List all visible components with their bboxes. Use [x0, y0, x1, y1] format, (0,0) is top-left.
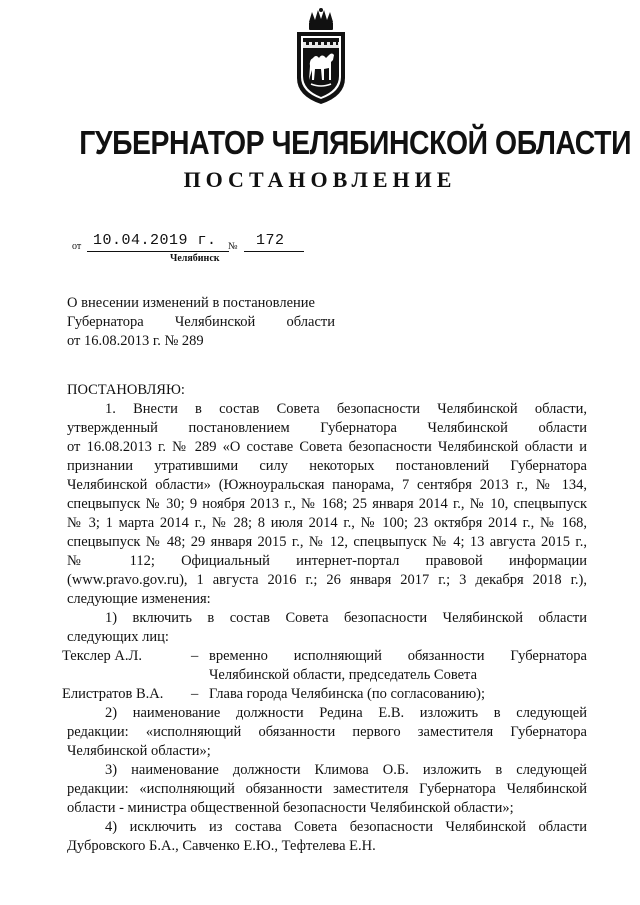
person-entry: [62, 685, 587, 704]
body-line: следующие изменения:: [67, 591, 211, 607]
person-name: Елистратов В.А.: [62, 686, 164, 702]
body-line: 4) исключить из состава Совета безопасности Челябинской области: [105, 819, 587, 835]
person-name: Текслер А.Л.: [62, 648, 142, 664]
body-line: 2) наименование должности Редина Е.В. изложить в следующей: [105, 705, 587, 721]
person-description: Челябинской области, председатель Совета: [209, 667, 478, 683]
person-description: Глава города Челябинска (по согласованию);: [209, 686, 486, 702]
number-underline: [244, 251, 304, 252]
body-line: № 112; Официальный интернет-портал правовой информации: [67, 553, 587, 569]
body-line: Челябинской области»;: [67, 743, 211, 759]
coat-of-arms-icon: [289, 8, 353, 108]
body-line: № 3; 1 марта 2014 г., № 28; 8 июля 2014 г., № 100; 23 октября 2014 г., № 168,: [67, 515, 587, 531]
body-line: признании утратившими силу некоторых постановлений Губернатора: [67, 458, 587, 474]
subject-line: Губернатора Челябинской области: [67, 314, 335, 330]
body-line: 1) включить в состав Совета безопасности Челябинской области: [105, 610, 587, 626]
person-dash: –: [191, 686, 199, 702]
body-line: утвержденный постановлением Губернатора Челябинской области: [67, 420, 587, 436]
person-dash: –: [191, 648, 199, 664]
person-entry: [62, 647, 587, 666]
date-underline: [87, 251, 229, 252]
date-prefix: от: [72, 241, 82, 252]
decree-word: ПОСТАНОВЛЯЮ:: [67, 382, 185, 398]
issuer-title: ГУБЕРНАТОР ЧЕЛЯБИНСКОЙ ОБЛАСТИ: [79, 124, 632, 161]
subject-line: от 16.08.2013 г. № 289: [67, 333, 204, 349]
document-number: 172: [256, 232, 285, 249]
body-line: 1. Внести в состав Совета безопасности Челябинской области,: [105, 401, 587, 417]
document-date: 10.04.2019 г.: [93, 232, 217, 249]
body-line: 3) наименование должности Климова О.Б. изложить в следующей: [105, 762, 587, 778]
document-subject: [67, 294, 335, 351]
body-line: от 16.08.2013 г. № 289 «О составе Совета безопасности Челябинской области и: [67, 439, 587, 455]
document-body: [62, 400, 587, 856]
person-entry-continued: [67, 666, 587, 685]
number-prefix: №: [228, 241, 238, 252]
city-label: Челябинск: [170, 253, 220, 264]
body-line: (www.pravo.gov.ru), 1 августа 2016 г.; 26 января 2017 г.; 3 декабря 2018 г.),: [67, 572, 587, 588]
body-line: Дубровского Б.А., Савченко Е.Ю., Тефтелева Е.Н.: [67, 838, 376, 854]
body-line: области - министра общественной безопасности Челябинской области»;: [67, 800, 514, 816]
body-line: следующих лиц:: [67, 629, 169, 645]
subject-line: О внесении изменений в постановление: [67, 295, 315, 311]
body-line: спецвыпуск № 48; 29 января 2015 г., № 12, спецвыпуск № 4; 13 августа 2015 г.,: [67, 534, 587, 550]
body-line: Челябинской области» (Южноуральская панорама, 7 сентября 2013 г., № 134,: [67, 477, 587, 493]
body-line: редакции: «исполняющий обязанности заместителя Губернатора Челябинской: [67, 781, 587, 797]
document-type: ПОСТАНОВЛЕНИЕ: [183, 167, 457, 192]
person-description: временно исполняющий обязанности Губернатора: [209, 648, 587, 664]
body-line: редакции: «исполняющий обязанности первого заместителя Губернатора: [67, 724, 587, 740]
body-line: спецвыпуск № 30; 9 ноября 2013 г., № 168; 25 января 2014 г., № 10, спецвыпуск: [67, 496, 587, 512]
